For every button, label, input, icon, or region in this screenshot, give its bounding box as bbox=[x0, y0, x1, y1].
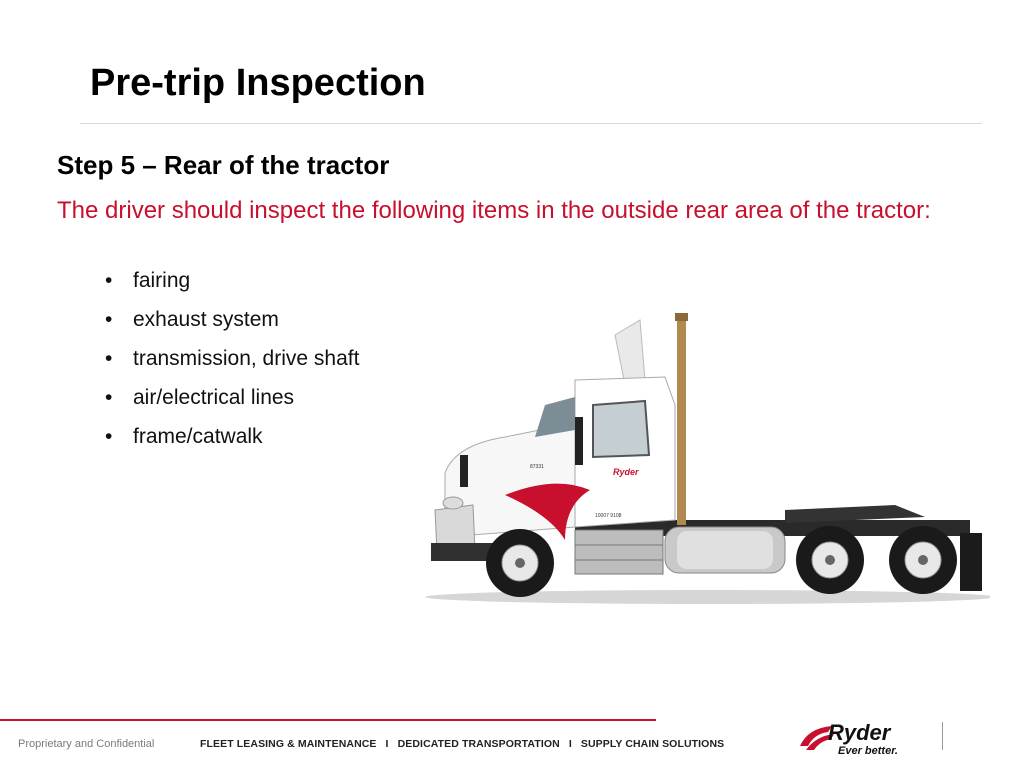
title-divider bbox=[80, 123, 982, 124]
footer-confidential: Proprietary and Confidential bbox=[18, 738, 155, 750]
step-heading: Step 5 – Rear of the tractor bbox=[57, 150, 390, 180]
slide-title: Pre-trip Inspection bbox=[90, 62, 426, 104]
bullet-icon: • bbox=[105, 386, 113, 409]
bullet-icon: • bbox=[105, 425, 113, 448]
door-brand: Ryder bbox=[613, 467, 639, 477]
footer-services bbox=[200, 738, 724, 750]
svg-text:Ever better.: Ever better. bbox=[838, 745, 898, 757]
svg-text:Ryder: Ryder bbox=[828, 720, 891, 745]
ryder-logo bbox=[798, 718, 938, 758]
bullet-icon: • bbox=[105, 308, 113, 331]
bullet-icon: • bbox=[105, 347, 113, 370]
list-item: • transmission, drive shaft bbox=[105, 344, 359, 383]
cab-number: 87331 bbox=[530, 464, 544, 470]
list-item: • air/electrical lines bbox=[105, 383, 359, 422]
footer-service-supply: SUPPLY CHAIN SOLUTIONS bbox=[580, 738, 725, 750]
footer-service-fleet: FLEET LEASING & MAINTENANCE bbox=[200, 738, 377, 750]
bullet-icon: • bbox=[105, 269, 113, 292]
footer-separator: I bbox=[385, 738, 389, 750]
semi-truck-tractor-icon bbox=[425, 305, 990, 610]
footer-separator: I bbox=[568, 738, 572, 750]
inspection-list bbox=[105, 266, 359, 461]
footer-logo-divider bbox=[942, 722, 943, 750]
list-item: • exhaust system bbox=[105, 305, 359, 344]
list-item: • frame/catwalk bbox=[105, 422, 359, 461]
body-number: 10007 9108 bbox=[595, 513, 622, 519]
footer-service-dedicated: DEDICATED TRANSPORTATION bbox=[397, 738, 560, 750]
footer-divider bbox=[0, 719, 656, 721]
intro-text: The driver should inspect the following items in the outside rear area of the tractor: bbox=[57, 197, 931, 224]
list-item: • fairing bbox=[105, 266, 359, 305]
